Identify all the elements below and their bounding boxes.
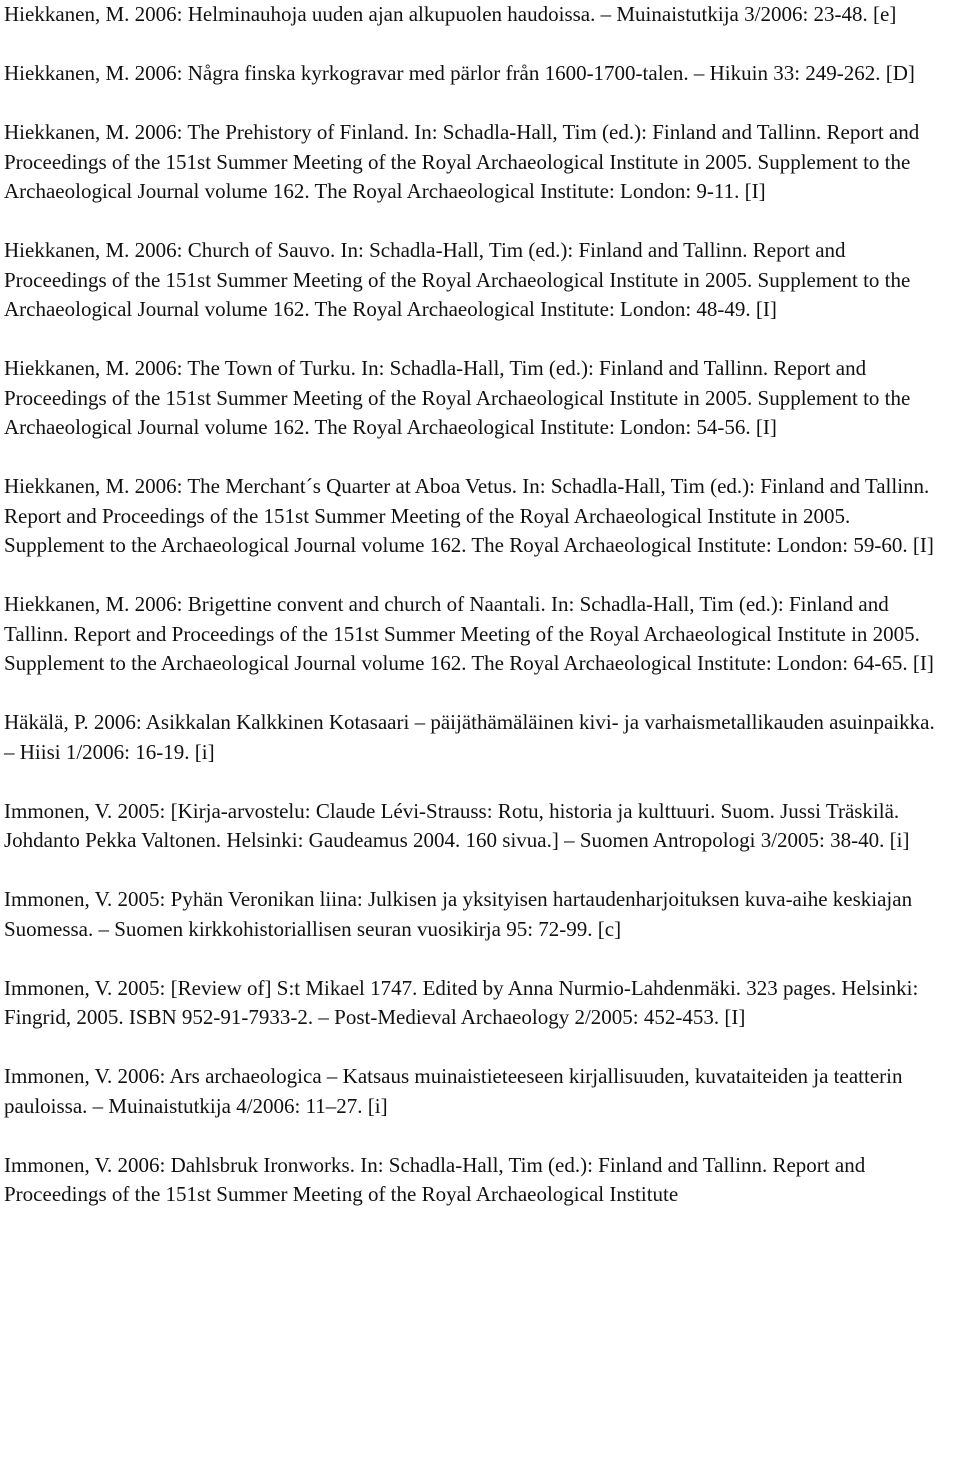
- bibliography-entry: Hiekkanen, M. 2006: Church of Sauvo. In: Schadla-Hall, Tim (ed.): Finland and Tallinn. Report and Proceedings of the 151st Summer Meeting of the Royal Archaeological Institute in 2005. Supplement to the Archaeological Journal volume 162. The Royal Archaeological Institute: London: 48-49. [I]: [4, 238, 911, 321]
- bibliography-entry: Hiekkanen, M. 2006: Några finska kyrkogravar med pärlor från 1600-1700-talen. – Hikuin 33: 249-262. [D]: [4, 61, 915, 85]
- bibliography-document: [4, 0, 950, 1239]
- bibliography-entry: Immonen, V. 2005: [Review of] S:t Mikael 1747. Edited by Anna Nurmio-Lahdenmäki. 323 pages. Helsinki: Fingrid, 2005. ISBN 952-91-7933-2. – Post-Medieval Archaeology 2/2005: 452-453. [I]: [4, 975, 919, 1029]
- bibliography-entry: Hiekkanen, M. 2006: Helminauhoja uuden ajan alkupuolen haudoissa. – Muinaistutkija 3/2006: 23-48. [e]: [4, 2, 897, 26]
- bibliography-entry: Hiekkanen, M. 2006: The Prehistory of Finland. In: Schadla-Hall, Tim (ed.): Finland and Tallinn. Report and Proceedings of the 151st Summer Meeting of the Royal Archaeological Institute in 2005. Supplement to the Archaeological Journal volume 162. The Royal Archaeological Institute: London: 9-11. [I]: [4, 120, 920, 203]
- bibliography-entry: Immonen, V. 2006: Ars archaeologica – Katsaus muinaistieteeseen kirjallisuuden, kuvataiteiden ja teatterin pauloissa. – Muinaistutkija 4/2006: 11–27. [i]: [4, 1064, 903, 1118]
- bibliography-entry: Immonen, V. 2006: Dahlsbruk Ironworks. In: Schadla-Hall, Tim (ed.): Finland and Tallinn. Report and Proceedings of the 151st Summer Meeting of the Royal Archaeological Institute: [4, 1152, 866, 1206]
- bibliography-entry: Immonen, V. 2005: [Kirja-arvostelu: Claude Lévi-Strauss: Rotu, historia ja kulttuuri. Suom. Jussi Träskilä. Johdanto Pekka Valtonen. Helsinki: Gaudeamus 2004. 160 sivua.] – Suomen Antropologi 3/2005: 38-40. [i]: [4, 798, 910, 852]
- bibliography-entry: Häkälä, P. 2006: Asikkalan Kalkkinen Kotasaari – päijäthämäläinen kivi- ja varhaismetallikauden asuinpaikka. – Hiisi 1/2006: 16-19. [i]: [4, 710, 935, 764]
- bibliography-entry: Hiekkanen, M. 2006: The Town of Turku. In: Schadla-Hall, Tim (ed.): Finland and Tallinn. Report and Proceedings of the 151st Summer Meeting of the Royal Archaeological Institute in 2005. Supplement to the Archaeological Journal volume 162. The Royal Archaeological Institute: London: 54-56. [I]: [4, 356, 911, 439]
- bibliography-entry: Hiekkanen, M. 2006: The Merchant´s Quarter at Aboa Vetus. In: Schadla-Hall, Tim (ed.): Finland and Tallinn. Report and Proceedings of the 151st Summer Meeting of the Royal Archaeological Institute in 2005. Supplement to the Archaeological Journal volume 162. The Royal Archaeological Institute: London: 59-60. [I]: [4, 474, 934, 557]
- bibliography-entry: Immonen, V. 2005: Pyhän Veronikan liina: Julkisen ja yksityisen hartaudenharjoituksen kuva-aihe keskiajan Suomessa. – Suomen kirkkohistoriallisen seuran vuosikirja 95: 72-99. [c]: [4, 887, 913, 941]
- bibliography-entry: Hiekkanen, M. 2006: Brigettine convent and church of Naantali. In: Schadla-Hall, Tim (ed.): Finland and Tallinn. Report and Proceedings of the 151st Summer Meeting of the Royal Archaeological Institute in 2005. Supplement to the Archaeological Journal volume 162. The Royal Archaeological Institute: London: 64-65. [I]: [4, 592, 934, 675]
